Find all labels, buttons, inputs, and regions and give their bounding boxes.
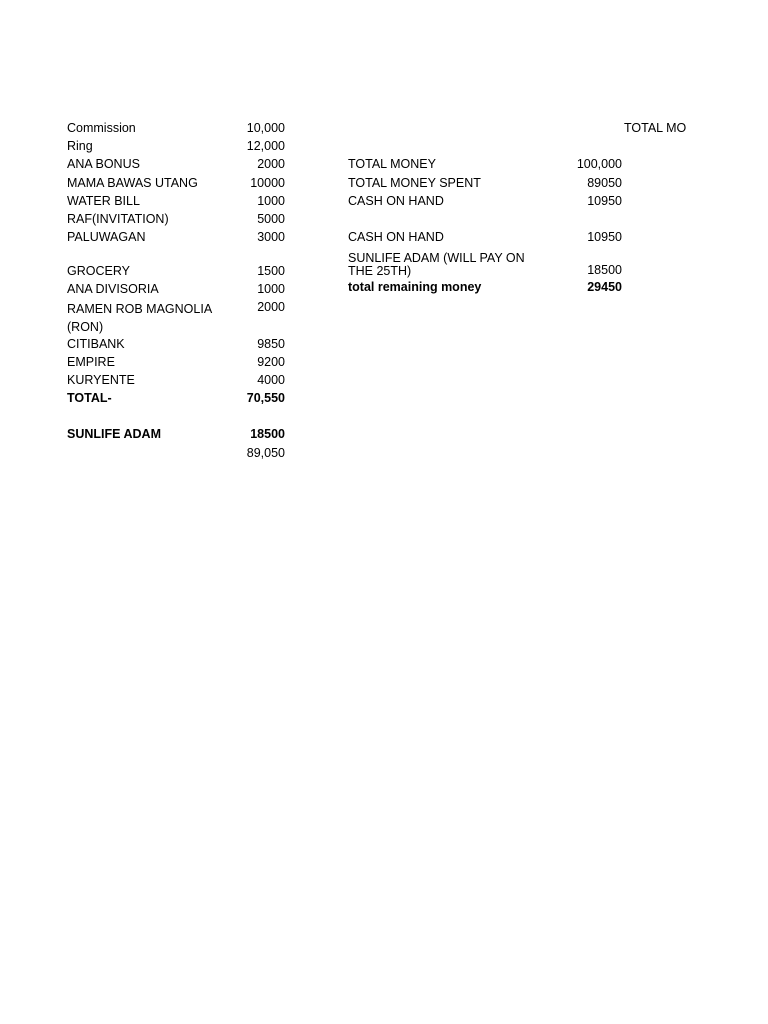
expense-label: PALUWAGAN xyxy=(67,230,146,245)
expense-value: 9850 xyxy=(257,336,285,351)
expense-row-ana-divisoria xyxy=(67,282,285,300)
grand-total-value: 89,050 xyxy=(246,445,285,460)
expense-row-kuryente xyxy=(67,373,285,391)
sunlife-adam-row xyxy=(67,427,285,445)
expense-value: 1000 xyxy=(257,193,285,208)
expense-label: ANA DIVISORIA xyxy=(67,282,159,297)
expense-value: 1500 xyxy=(257,264,285,279)
expense-row-ring xyxy=(67,139,285,157)
summary-table xyxy=(348,157,622,298)
summary-label: CASH ON HAND xyxy=(348,193,444,208)
expense-label: MAMA BAWAS UTANG xyxy=(67,175,198,190)
sunlife-value: 18500 xyxy=(250,427,285,442)
summary-row-cash-on-hand-2 xyxy=(348,230,622,248)
expense-label: RAF(INVITATION) xyxy=(67,211,169,226)
expense-value: 9200 xyxy=(257,355,285,370)
expense-row-paluwagan xyxy=(67,230,285,248)
expense-value: 3000 xyxy=(257,230,285,245)
expense-label: Ring xyxy=(67,139,93,154)
expense-label: ANA BONUS xyxy=(67,157,140,172)
expense-value: 5000 xyxy=(257,211,285,226)
summary-label: total remaining money xyxy=(348,280,482,295)
expense-row-citibank xyxy=(67,337,285,355)
summary-label: CASH ON HAND xyxy=(348,230,444,245)
expense-label: Commission xyxy=(67,121,136,135)
summary-value: 18500 xyxy=(587,263,622,278)
summary-label: SUNLIFE ADAM (WILL PAY ON THE 25TH) xyxy=(348,251,525,279)
summary-value: 10950 xyxy=(587,193,622,208)
total-money-header-cell: TOTAL MO xyxy=(624,121,687,135)
expense-value: 2000 xyxy=(257,157,285,172)
grand-total-row xyxy=(67,446,285,464)
summary-row-total-money-spent xyxy=(348,176,622,194)
summary-value: 89050 xyxy=(587,175,622,190)
sunlife-label: SUNLIFE ADAM xyxy=(67,427,161,442)
expense-label: KURYENTE xyxy=(67,373,135,388)
spacer-row xyxy=(348,212,622,230)
expense-row-empire xyxy=(67,355,285,373)
summary-row-cash-on-hand xyxy=(348,194,622,212)
total-value: 70,550 xyxy=(246,391,285,406)
expense-row-raf-invitation xyxy=(67,212,285,230)
expense-row-grocery xyxy=(67,264,285,282)
expense-label: EMPIRE xyxy=(67,355,115,370)
summary-row-remaining xyxy=(348,280,622,298)
expenses-table xyxy=(67,121,285,464)
expense-row-ramen-rob-magnolia xyxy=(67,300,285,336)
spacer-row xyxy=(67,410,285,428)
expense-row-commission xyxy=(67,121,285,139)
expense-total-row xyxy=(67,391,285,409)
total-label: TOTAL- xyxy=(67,391,112,406)
summary-label: TOTAL MONEY xyxy=(348,157,436,172)
spacer-row xyxy=(67,248,285,264)
summary-row-sunlife-pending xyxy=(348,248,622,280)
expense-value: 2000 xyxy=(257,300,285,315)
expense-value: 10000 xyxy=(250,175,285,190)
summary-value: 100,000 xyxy=(576,157,622,172)
summary-value: 10950 xyxy=(587,230,622,245)
expense-label: CITIBANK xyxy=(67,336,125,351)
summary-row-total-money xyxy=(348,157,622,175)
expense-label: WATER BILL xyxy=(67,193,140,208)
summary-value: 29450 xyxy=(587,280,622,295)
expense-label: GROCERY xyxy=(67,264,130,279)
expense-label: RAMEN ROB MAGNOLIA (RON) xyxy=(67,302,213,335)
expense-value: 1000 xyxy=(257,282,285,297)
expense-value: 10,000 xyxy=(246,121,285,135)
expense-value: 12,000 xyxy=(246,139,285,154)
summary-label: TOTAL MONEY SPENT xyxy=(348,175,481,190)
expense-row-mama-bawas-utang xyxy=(67,176,285,194)
expense-row-water-bill xyxy=(67,194,285,212)
expense-value: 4000 xyxy=(257,373,285,388)
expense-row-ana-bonus xyxy=(67,157,285,175)
